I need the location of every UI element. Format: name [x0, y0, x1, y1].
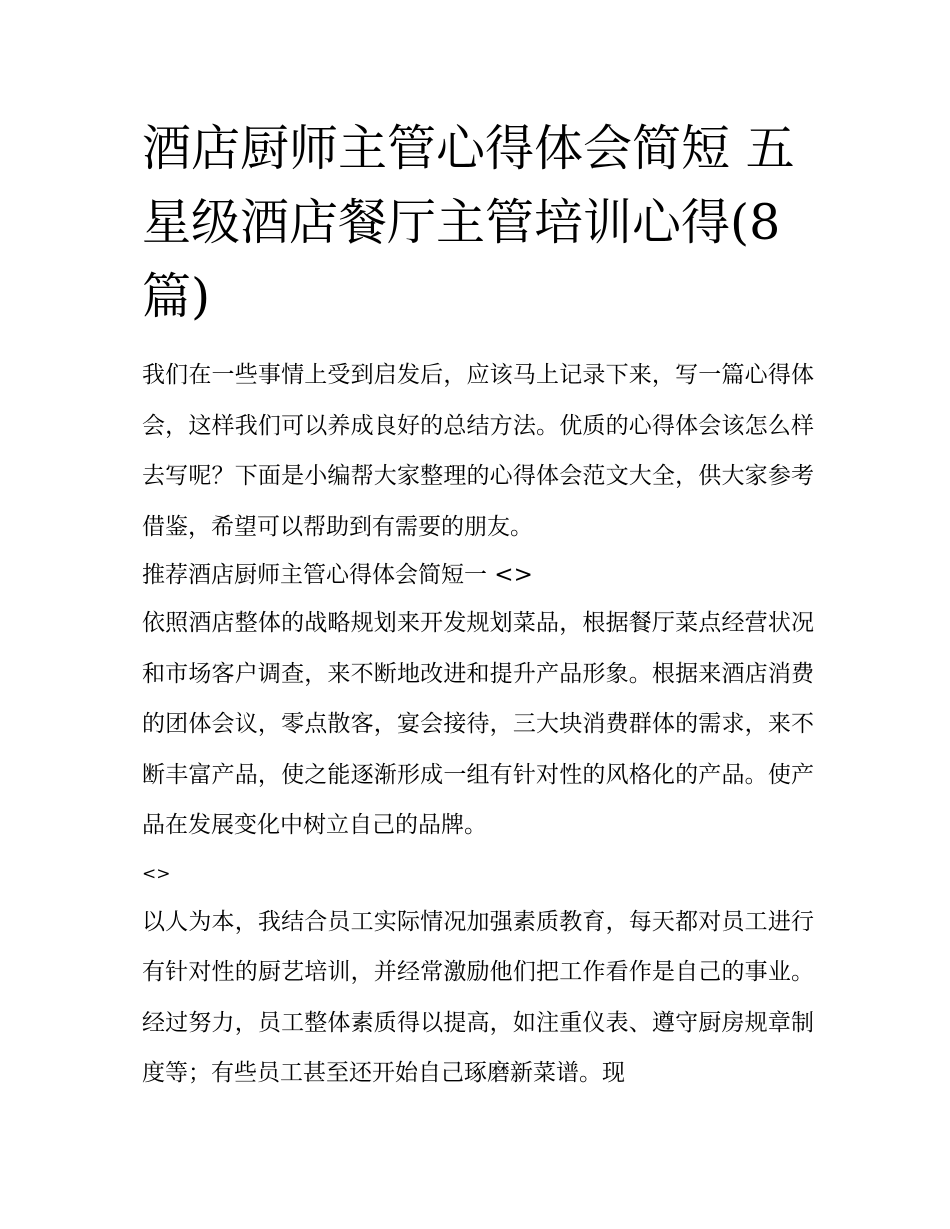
document-page	[142, 112, 814, 1099]
intro-paragraph: 我们在一些事情上受到启发后，应该马上记录下来，写一篇心得体会，这样我们可以养成良好的总结方法。优质的心得体会该怎么样去写呢？下面是小编帮大家整理的心得体会范文大全，供大家参考借鉴，希望可以帮助到有需要的朋友。	[142, 362, 814, 540]
section-heading: 推荐酒店厨师主管心得体会简短一 <>	[142, 562, 533, 588]
document-title: 酒店厨师主管心得体会简短 五星级酒店餐厅主管培训心得(8篇)	[142, 120, 795, 325]
body-paragraph: 以人为本，我结合员工实际情况加强素质教育，每天都对员工进行有针对性的厨艺培训，并经常激励他们把工作看作是自己的事业。经过努力，员工整体素质得以提高，如注重仪表、遵守厨房规章制度等；有些员工甚至还开始自己琢磨新菜谱。现	[142, 908, 814, 1086]
placeholder-marker: <>	[142, 863, 171, 884]
body-paragraph: 依照酒店整体的战略规划来开发规划菜品，根据餐厅菜点经营状况和市场客户调查，来不断地改进和提升产品形象。根据来酒店消费的团体会议，零点散客，宴会接待，三大块消费群体的需求，来不断丰富产品，使之能逐渐形成一组有针对性的风格化的产品。使产品在发展变化中树立自己的品牌。	[142, 610, 814, 838]
